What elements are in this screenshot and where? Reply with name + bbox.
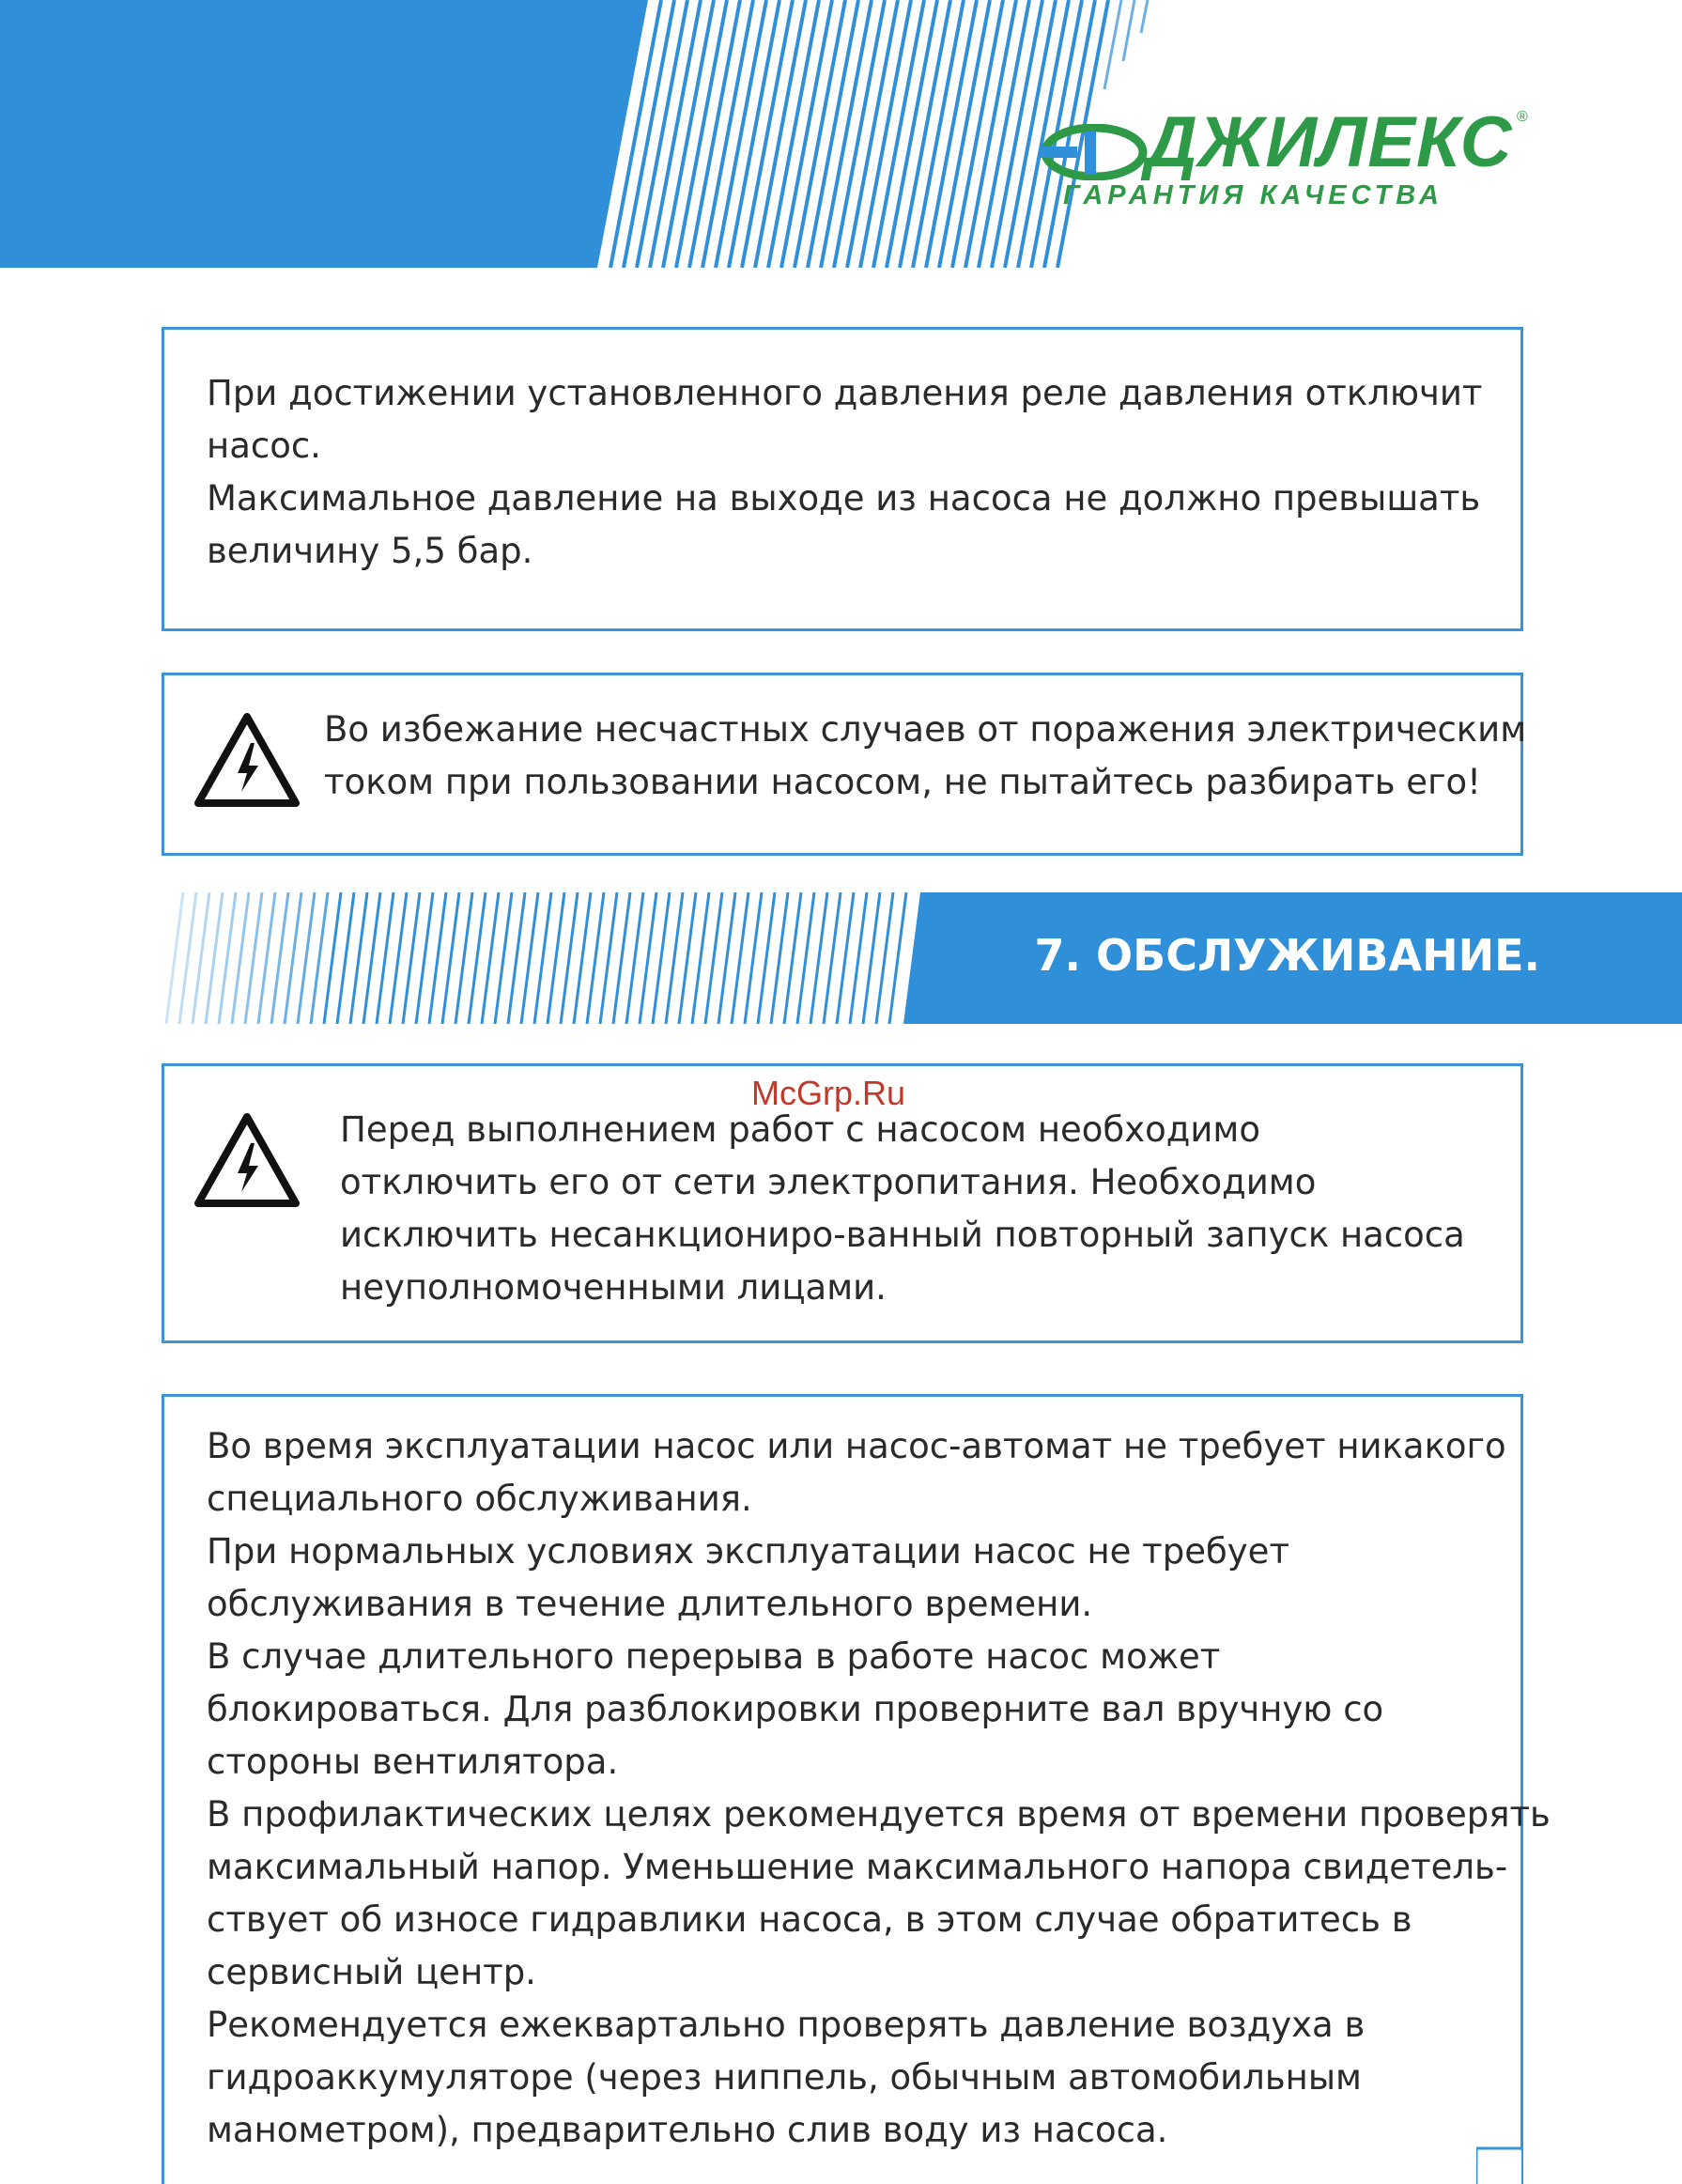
text-line: блокироваться. Для разблокировки проверните вал вручную со	[207, 1689, 1384, 1729]
text-line: максимальный напор. Уменьшение максимального напора свидетель-	[207, 1847, 1508, 1887]
text-line: сервисный центр.	[207, 1952, 536, 1992]
text-line: стороны вентилятора.	[207, 1742, 619, 1782]
text-line: В профилактических целях рекомендуется время от времени проверять	[207, 1794, 1551, 1835]
brand-logo	[1038, 102, 1545, 218]
text-line: При нормальных условиях эксплуатации насос не требует	[207, 1531, 1289, 1572]
text-line: Рекомендуется ежеквартально проверять давление воздуха в	[207, 2005, 1366, 2045]
text-line: током при пользовании насосом, не пытайтесь разбирать его!	[324, 762, 1481, 802]
pressure-note-box	[162, 327, 1523, 631]
text-line: величину 5,5 бар.	[207, 531, 533, 571]
text-line: В случае длительного перерыва в работе насос может	[207, 1636, 1221, 1677]
brand-name: ДЖИЛЕКС	[1146, 102, 1513, 182]
brand-slogan: ГАРАНТИЯ КАЧЕСТВА	[1063, 180, 1443, 210]
text-line: Во время эксплуатации насос или насос-автомат не требует никакого	[207, 1426, 1506, 1466]
text-line: исключить несанкциониро-ванный повторный запуск насоса	[340, 1215, 1465, 1255]
text-line: отключить его от сети электропитания. Необходимо	[340, 1162, 1317, 1202]
text-line: Перед выполнением работ с насосом необходимо	[340, 1109, 1260, 1150]
text-line: неуполномоченными лицами.	[340, 1267, 887, 1308]
text-line: ствует об износе гидравлики насоса, в этом случае обратитесь в	[207, 1899, 1412, 1940]
maintenance-text-box	[162, 1394, 1551, 2184]
text-line: Во избежание несчастных случаев от поражения электрическим	[324, 709, 1527, 750]
high-voltage-warning-icon	[193, 1111, 301, 1209]
text-line: насос.	[207, 426, 321, 466]
folded-corner-icon	[1476, 2137, 1523, 2184]
electric-warning-box	[162, 673, 1527, 856]
section-title: 7. ОБСЛУЖИВАНИЕ.	[1034, 930, 1540, 981]
high-voltage-warning-icon	[193, 711, 301, 809]
registered-mark: ®	[1517, 109, 1528, 125]
watermark: McGrp.Ru	[751, 1074, 906, 1112]
brand-logo-mark-icon	[1038, 124, 1150, 180]
text-line: манометром), предварительно слив воду из насоса.	[207, 2110, 1168, 2150]
text-line: Максимальное давление на выходе из насоса не должно превышать	[207, 478, 1481, 519]
text-line: специального обслуживания.	[207, 1479, 752, 1519]
text-line: обслуживания в течение длительного времени.	[207, 1584, 1093, 1624]
text-line: При достижении установленного давления реле давления отключит	[207, 373, 1483, 413]
text-line: гидроаккумуляторе (через ниппель, обычным автомобильным	[207, 2057, 1362, 2098]
